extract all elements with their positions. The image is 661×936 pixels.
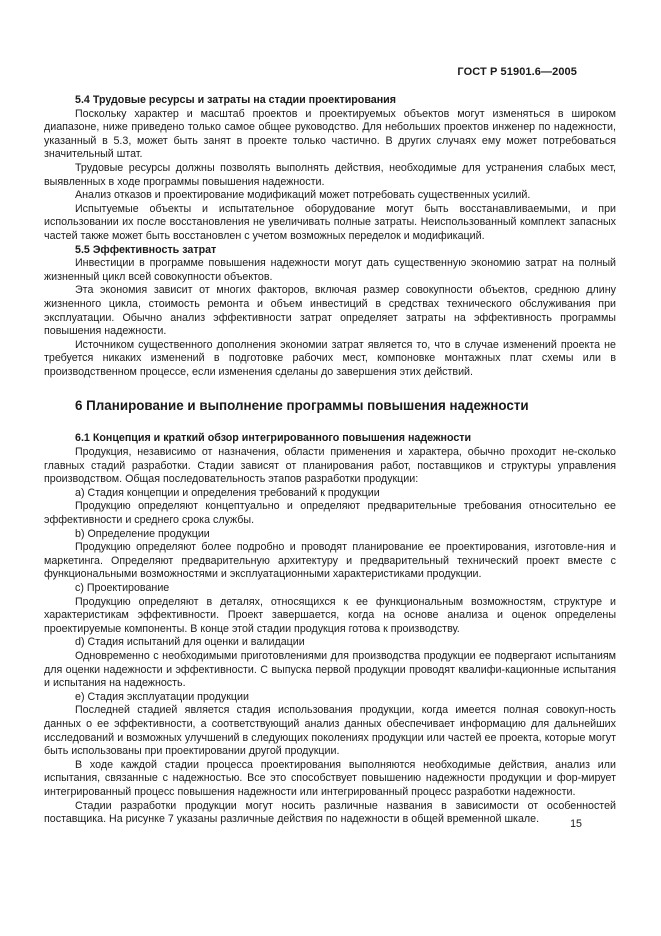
paragraph: Источником существенного дополнения экономии затрат является то, что в случае изменений проекта не требуется никаких изменений в подготовке рабочих мест, компоновке монтажных плат схемы или в производственном процессе, если изменения сделаны до завершения этих действий.	[44, 338, 616, 378]
section-6-1-heading: 6.1 Концепция и краткий обзор интегрированного повышения надежности	[75, 432, 472, 445]
list-item-title: d) Стадия испытаний для оценки и валидации	[75, 636, 305, 649]
page-content	[44, 94, 616, 827]
list-item-title: b) Определение продукции	[75, 527, 210, 540]
paragraph: Анализ отказов и проектирование модификаций может потребовать существенных усилий.	[75, 189, 531, 202]
paragraph: Стадии разработки продукции могут носить различные названия в зависимости от особенностей поставщика. На рисунке 7 указаны различные действия по надежности в общей временной шкале.	[44, 799, 616, 826]
list-item-title: с) Проектирование	[75, 582, 170, 594]
paragraph: Инвестиции в программе повышения надежности могут дать существенную экономию затрат на полный жизненный цикл всей совокупности объектов.	[44, 257, 616, 283]
paragraph: Продукция, независимо от назначения, области применения и характера, обычно проходит не-сколько главных стадий разработки. Стадии зависят от планирования работ, поставщиков и структуры управления производством. Общая последовательность этапов разработки продукции:	[44, 446, 616, 486]
paragraph: В ходе каждой стадии процесса проектирования выполняются необходимые действия, анализ или испытания, связанные с надежностью. Все это способствует повышению надежности продукции и фор-мирует интегрированный процесс повышения надежности или интегрированный процесс разработки надежности.	[44, 758, 616, 798]
paragraph: Продукцию определяют в деталях, относящихся к ее функциональным возможностям, структуре и характеристикам эффективности. Проект завершается, когда на основе анализа и оценок определены проектируемые компоненты. В конце этой стадии продукция готова к производству.	[44, 595, 616, 635]
paragraph: Одновременно с необходимыми приготовлениями для производства продукции ее подвергают испытаниям для оценки надежности и эффективности. С выпуска первой продукции проводят квалифи-кационные испытания и испытания на надежность.	[44, 649, 616, 690]
paragraph: Трудовые ресурсы должны позволять выполнять действия, необходимые для устранения слабых мест, выявленных в ходе программы повышения надежности.	[44, 161, 616, 188]
paragraph: Поскольку характер и масштаб проектов и проектируемых объектов могут изменяться в широком диапазоне, ниже приведено только самое общее руководство. Для небольших проектов инженер по надежности, указанный в 5.3, может быть занят в проекте только частично. В других случаях ему может потребоваться значительный штат.	[44, 107, 616, 161]
page-number: 15	[570, 818, 582, 830]
document-code: ГОСТ Р 51901.6—2005	[457, 66, 577, 78]
section-5-4-heading: 5.4 Трудовые ресурсы и затраты на стадии проектирования	[75, 94, 396, 106]
section-5-5-heading: 5.5 Эффективность затрат	[75, 243, 217, 256]
paragraph: Продукцию определяют более подробно и проводят планирование ее проектирования, изготовле-ния и маркетинга. Определяют предварительную архитектуру и предварительный технический проект вместе с функциональными возможностями и эксплуатационными характеристиками продукции.	[44, 541, 616, 581]
paragraph: Продукцию определяют концептуально и определяют предварительные требования относительно ее эффективности и среднего срока службы.	[44, 500, 616, 527]
paragraph: Испытуемые объекты и испытательное оборудование могут быть восстанавливаемыми, и при использовании их после восстановления не увеличивать полные затраты. Неиспользованный комплект запасных частей также может быть восстановлен с учетом возможных переделок и модификаций.	[44, 202, 616, 242]
list-item-title: е) Стадия эксплуатации продукции	[75, 690, 249, 703]
paragraph: Эта экономия зависит от многих факторов, включая размер совокупности объектов, среднюю длину жизненного цикла, стоимость ремонта и объем инвестиций в средствах технического обслуживания при эксплуатации. Обычно анализ эффективности затрат определяет затраты на эффективность программы повышения надежности.	[44, 284, 616, 338]
list-item-title: а) Стадия концепции и определения требований к продукции	[75, 486, 380, 499]
section-6-heading: 6 Планирование и выполнение программы повышения надежности	[75, 398, 529, 414]
paragraph: Последней стадией является стадия использования продукции, когда имеется полная совокуп-ность данных о ее эффективности, а соответствующий анализ данных обеспечивает информацию для дальнейших исследований и возможных улучшений в следующих поколениях продукции или частей ее проекта, которые могут быть использованы при проектировании другой продукции.	[44, 704, 616, 758]
